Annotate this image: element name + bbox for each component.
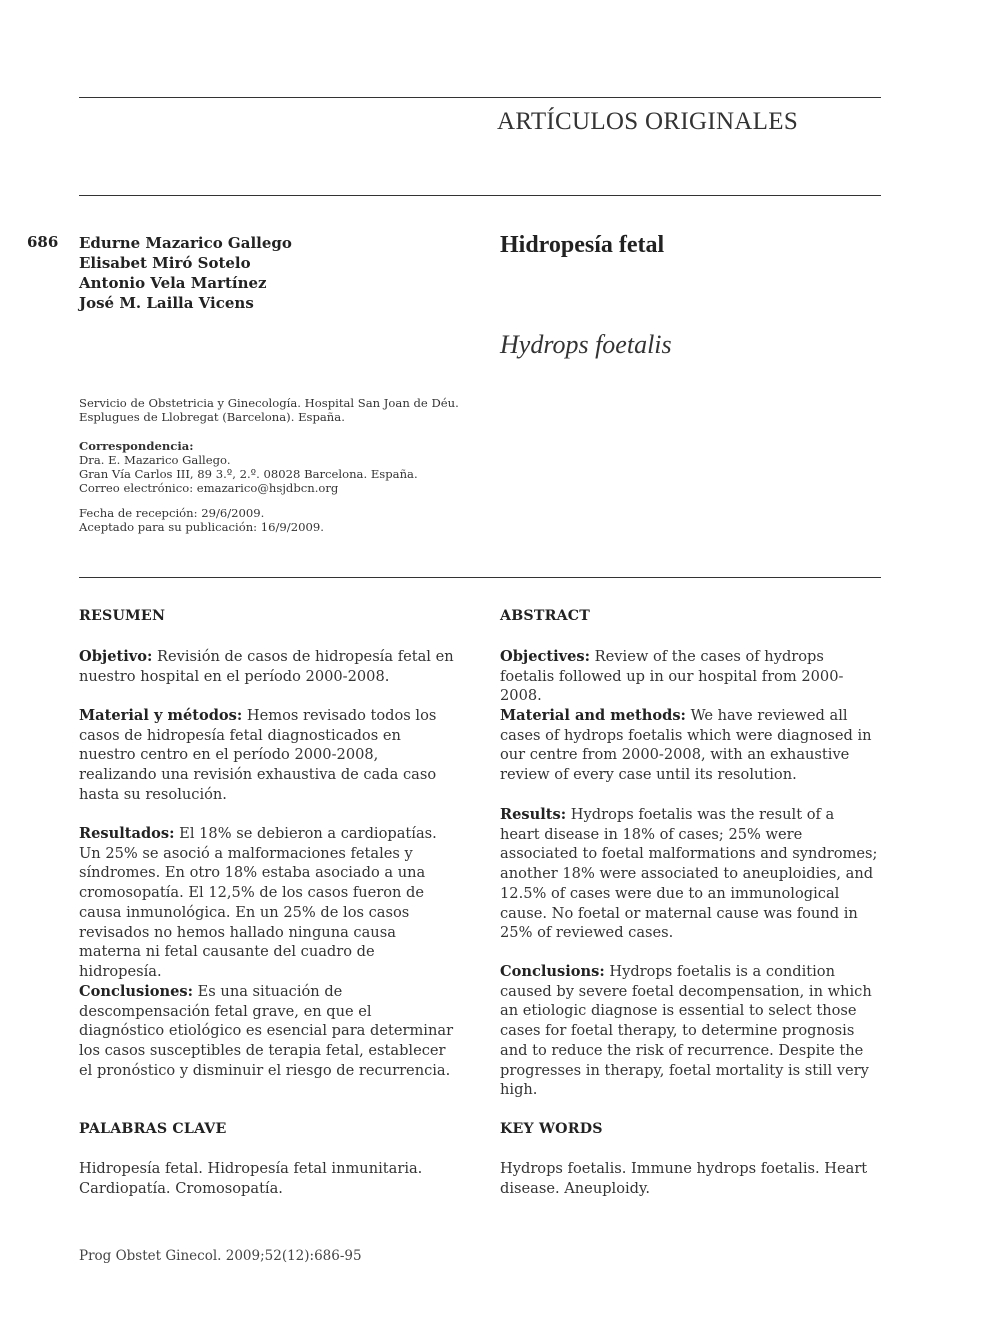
- label: Conclusiones:: [79, 983, 193, 1000]
- keywords-en: [500, 1159, 878, 1198]
- abstract-heading-wrap: [500, 607, 878, 627]
- keywords-en-heading: KEY WORDS: [500, 1121, 603, 1137]
- abstract-results: [500, 805, 878, 943]
- correspondence-label: Correspondencia:: [79, 439, 194, 453]
- keywords-en-heading-wrap: [500, 1120, 878, 1140]
- accepted-date: Aceptado para su publicación: 16/9/2009.: [79, 520, 324, 534]
- abstract-conclusions: [500, 962, 878, 1100]
- abstract-methods: [500, 706, 878, 785]
- keywords-en-text: Hydrops foetalis. Immune hydrops foetalis. Heart disease. Aneuploidy.: [500, 1160, 868, 1197]
- text: Review of the cases of hydrops foetalis followed up in our hospital from 2000-2008.: [500, 648, 844, 705]
- affiliation-line: Esplugues de Llobregat (Barcelona). España.: [79, 410, 345, 424]
- resumen-objetivo: [79, 647, 459, 686]
- article-title-english: Hydrops foetalis: [500, 330, 672, 359]
- label: Objectives:: [500, 648, 591, 665]
- affiliation: [79, 396, 459, 424]
- keywords-es-heading-wrap: [79, 1120, 459, 1140]
- label: Material y métodos:: [79, 707, 243, 724]
- label: Conclusions:: [500, 963, 605, 980]
- resumen-resultados: [79, 824, 459, 982]
- text: Hydrops foetalis was the result of a heart disease in 18% of cases; 25% were associated to foetal malformations and syndromes; another 18% were associated to aneuploidies, and 12.5% of cases were due to an immunological cause. No foetal or maternal cause was found in 25% of reviewed cases.: [500, 806, 878, 942]
- author-list: [79, 233, 292, 313]
- abstract-top-rule: [79, 577, 881, 578]
- resumen-conclusiones: [79, 982, 459, 1081]
- keywords-es-heading: PALABRAS CLAVE: [79, 1121, 227, 1137]
- label: Objetivo:: [79, 648, 153, 665]
- resumen-heading-wrap: [79, 607, 459, 627]
- label: Results:: [500, 806, 567, 823]
- page-number: 686: [27, 233, 59, 251]
- submission-dates: [79, 506, 324, 534]
- resumen-heading: RESUMEN: [79, 608, 166, 624]
- label: Resultados:: [79, 825, 175, 842]
- author: José M. Lailla Vicens: [79, 294, 254, 312]
- affiliation-line: Servicio de Obstetricia y Ginecología. Hospital San Joan de Déu.: [79, 396, 459, 410]
- journal-citation: Prog Obstet Ginecol. 2009;52(12):686-95: [79, 1248, 362, 1264]
- abstract-objectives: [500, 647, 878, 706]
- section-title: ARTÍCULOS ORIGINALES: [497, 108, 799, 135]
- text: Revisión de casos de hidropesía fetal en nuestro hospital en el período 2000-2008.: [79, 648, 454, 685]
- label: Material and methods:: [500, 707, 686, 724]
- correspondence-line: Gran Vía Carlos III, 89 3.º, 2.º. 08028 Barcelona. España.: [79, 467, 418, 481]
- received-date: Fecha de recepción: 29/6/2009.: [79, 506, 265, 520]
- correspondence-email: Correo electrónico: emazarico@hsjdbcn.org: [79, 481, 339, 495]
- resumen-material: [79, 706, 459, 805]
- top-rule: [79, 97, 881, 98]
- correspondence: [79, 439, 418, 495]
- article-title-spanish: Hidropesía fetal: [500, 232, 665, 258]
- author: Edurne Mazarico Gallego: [79, 234, 292, 252]
- header-bottom-rule: [79, 195, 881, 196]
- keywords-es-text: Hidropesía fetal. Hidropesía fetal inmunitaria. Cardiopatía. Cromosopatía.: [79, 1160, 423, 1197]
- text: El 18% se debieron a cardiopatías. Un 25% se asoció a malformaciones fetales y síndromes. En otro 18% estaba asociado a una cromosopatía. El 12,5% de los casos fueron de causa inmunológica. En un 25% de los casos revisados no hemos hallado ninguna causa materna ni fetal causante del cuadro de hidropesía.: [79, 825, 437, 980]
- correspondence-line: Dra. E. Mazarico Gallego.: [79, 453, 231, 467]
- abstract-heading: ABSTRACT: [500, 608, 591, 624]
- text: Es una situación de descompensación fetal grave, en que el diagnóstico etiológico es esencial para determinar los casos susceptibles de terapia fetal, establecer el pronóstico y disminuir el riesgo de recurrencia.: [79, 983, 454, 1079]
- text: Hemos revisado todos los casos de hidropesía fetal diagnosticados en nuestro centro en el período 2000-2008, realizando una revisión exhaustiva de cada caso hasta su resolución.: [79, 707, 437, 803]
- author: Elisabet Miró Sotelo: [79, 254, 251, 272]
- author: Antonio Vela Martínez: [79, 274, 267, 292]
- keywords-es: [79, 1159, 459, 1198]
- text: We have reviewed all cases of hydrops foetalis which were diagnosed in our centre from 2000-2008, with an exhaustive review of every case until its resolution.: [500, 707, 872, 784]
- text: Hydrops foetalis is a condition caused by severe foetal decompensation, in which an etiologic diagnose is essential to select those cases for foetal therapy, to determine prognosis and to reduce the risk of recurrence. Despite the progresses in therapy, foetal mortality is still very high.: [500, 963, 872, 1099]
